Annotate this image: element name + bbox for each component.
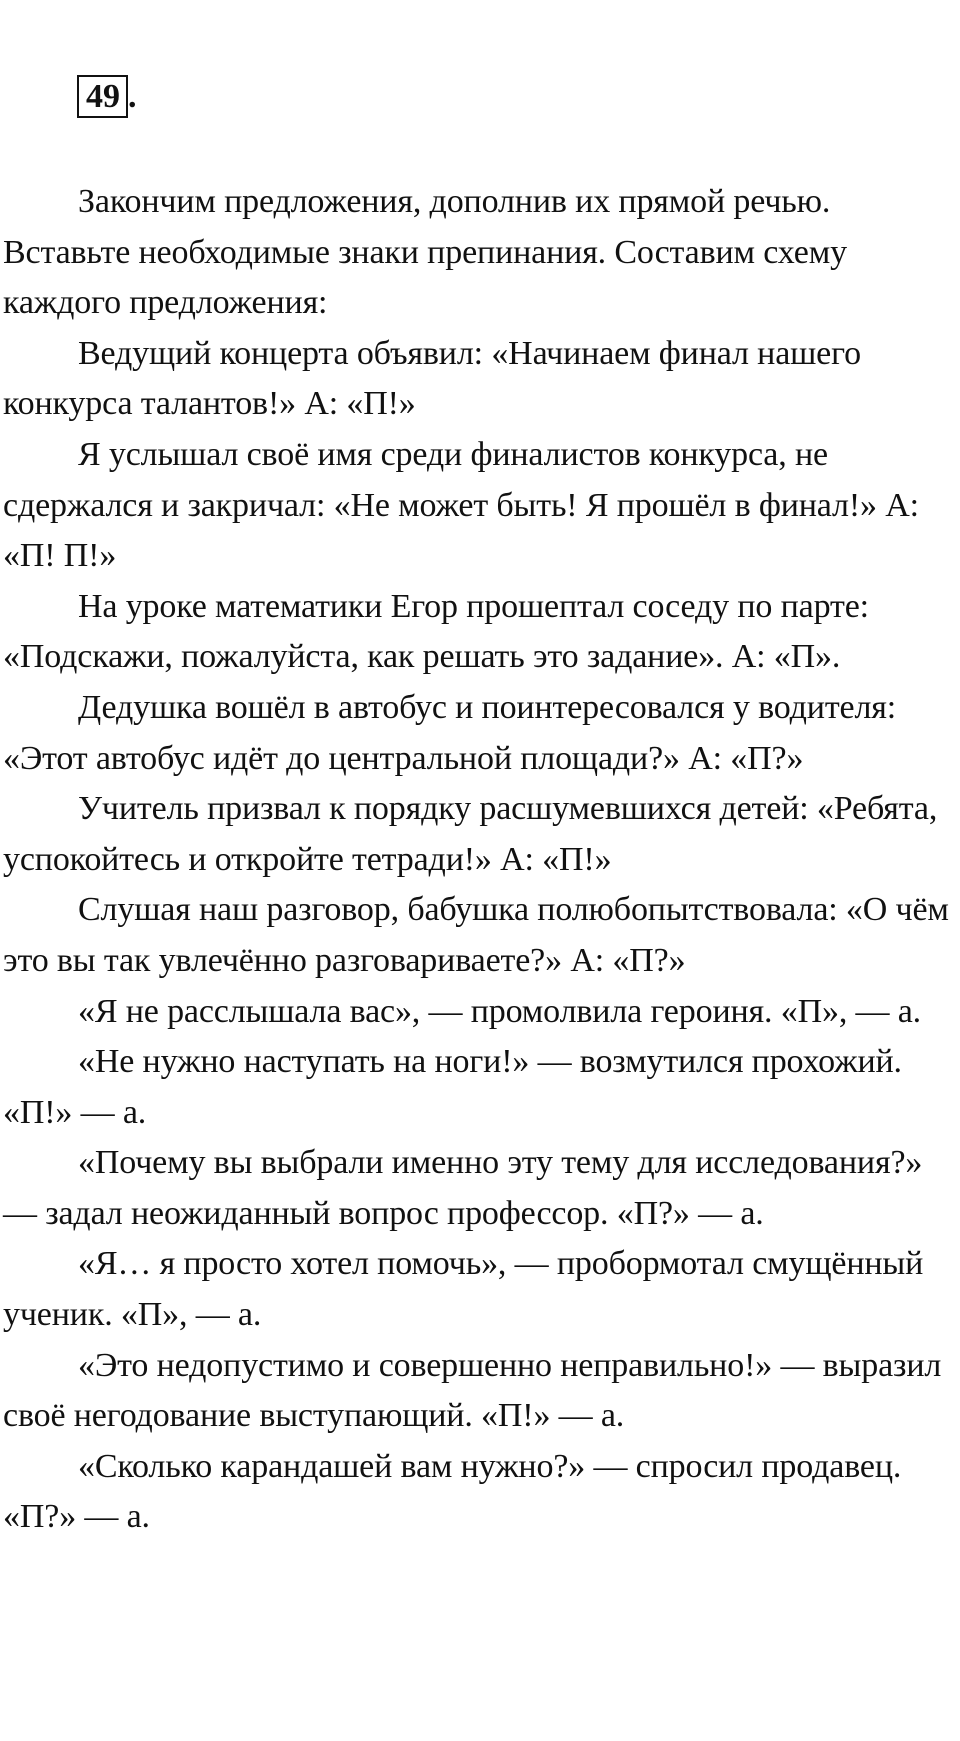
- task-number-box: 49: [77, 75, 128, 118]
- instruction-paragraph: Закончим предложения, дополнив их прямой речью. Вставьте необходимые знаки препинания. Составим схему каждого предложения:: [3, 183, 847, 322]
- sentence-paragraph: «Не нужно наступать на ноги!» — возмутился прохожий. «П!» — а.: [3, 1043, 902, 1131]
- exercise-text: [3, 177, 958, 1543]
- task-number-dot: .: [128, 78, 137, 115]
- sentence-paragraph: «Это недопустимо и совершенно неправильно!» — выразил своё негодование выступающий. «П!» — а.: [3, 1346, 942, 1435]
- sentence-paragraph: «Я не расслышала вас», — промолвила героиня. «П», — а.: [78, 992, 922, 1030]
- sentence-paragraph: Дедушка вошёл в автобус и поинтересовался у водителя: «Этот автобус идёт до центральной площади?» А: «П?»: [3, 688, 897, 777]
- sentence-paragraph: На уроке математики Егор прошептал соседу по парте: «Подскажи, пожалуйста, как решать это задание». А: «П».: [3, 587, 869, 676]
- task-number: [77, 75, 137, 118]
- sentence-paragraph: «Я… я просто хотел помочь», — пробормотал смущённый ученик. «П», — а.: [3, 1245, 924, 1334]
- sentence-paragraph: «Почему вы выбрали именно эту тему для исследования?» — задал неожиданный вопрос профессор. «П?» — а.: [3, 1144, 923, 1232]
- sentence-paragraph: Учитель призвал к порядку расшумевшихся детей: «Ребята, успокойтесь и откройте тетради!» А: «П!»: [3, 790, 938, 878]
- sentence-paragraph: Ведущий концерта объявил: «Начинаем финал нашего конкурса талантов!» А: «П!»: [3, 334, 861, 423]
- sentence-paragraph: «Сколько карандашей вам нужно?» — спросил продавец. «П?» — а.: [3, 1447, 902, 1536]
- sentence-paragraph: Слушая наш разговор, бабушка полюбопытствовала: «О чём это вы так увлечённо разговариваете?» А: «П?»: [3, 891, 949, 979]
- sentence-paragraph: Я услышал своё имя среди финалистов конкурса, не сдержался и закричал: «Не может быть! Я прошёл в финал!» А: «П! П!»: [3, 435, 919, 575]
